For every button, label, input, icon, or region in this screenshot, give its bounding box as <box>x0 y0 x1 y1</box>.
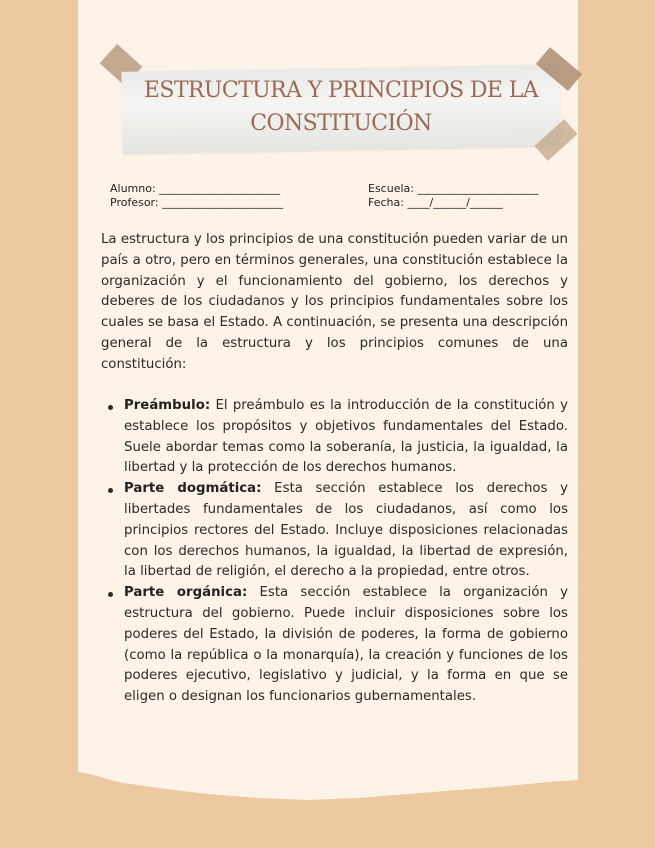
desc-parte-dogmatica: Esta sección establece los derechos y libertades fundamentales de los ciudadanos, así como los principios rectores del Estado. Incluye disposiciones relacionadas con los derechos humanos, la igualdad, la libertad de expresión, la libertad de religión, el derecho a la propiedad, entre otros. <box>124 481 569 580</box>
title-line-2: CONSTITUCIÓN <box>250 111 432 136</box>
list-item-preambulo <box>101 396 568 479</box>
list-item-parte-dogmatica <box>101 479 568 583</box>
list-item-parte-organica <box>101 583 568 708</box>
profesor-field[interactable]: Profesor: ______________________ <box>110 196 284 209</box>
term-preambulo: Preámbulo: <box>124 398 211 413</box>
desc-preambulo: El preámbulo es la introducción de la constitución y establece los propósitos y objetivos fundamentales del Estado. Suele abordar temas como la soberanía, la justicia, la igualdad, la libertad y la protección de los derechos humanos. <box>124 398 568 476</box>
sections-list <box>101 396 568 708</box>
paper-edge <box>572 0 578 770</box>
escuela-field[interactable]: Escuela: ______________________ <box>368 182 539 195</box>
desc-parte-organica: Esta sección establece la organización y estructura del gobierno. Puede incluir disposiciones sobre los poderes del Estado, la división de poderes, la forma de gobierno (como la república o la monarquía), la creación y funciones de los poderes ejecutivo, legislativo y judicial, y la forma en que se eligen o designan los funcionarios gubernamentales. <box>124 585 568 705</box>
term-parte-dogmatica: Parte dogmática: <box>124 481 262 497</box>
intro-paragraph: La estructura y los principios de una constitución pueden variar de un país a otro, pero en términos generales, una constitución establece la organización y el funcionamiento del gobierno, los derechos y deberes de los ciudadanos y los principios fundamentales sobre los cuales se basa el Estado. A continuación, se presenta una descripción general de la estructura y los principios comunes de una constitución: <box>101 232 568 372</box>
paper-torn-edge <box>78 760 578 810</box>
title-line-1: ESTRUCTURA Y PRINCIPIOS DE LA <box>143 78 539 103</box>
alumno-field[interactable]: Alumno: ______________________ <box>110 182 281 195</box>
page-title <box>124 74 558 140</box>
fecha-field[interactable]: Fecha: ____/______/______ <box>368 196 503 209</box>
term-parte-organica: Parte orgánica: <box>124 585 248 601</box>
